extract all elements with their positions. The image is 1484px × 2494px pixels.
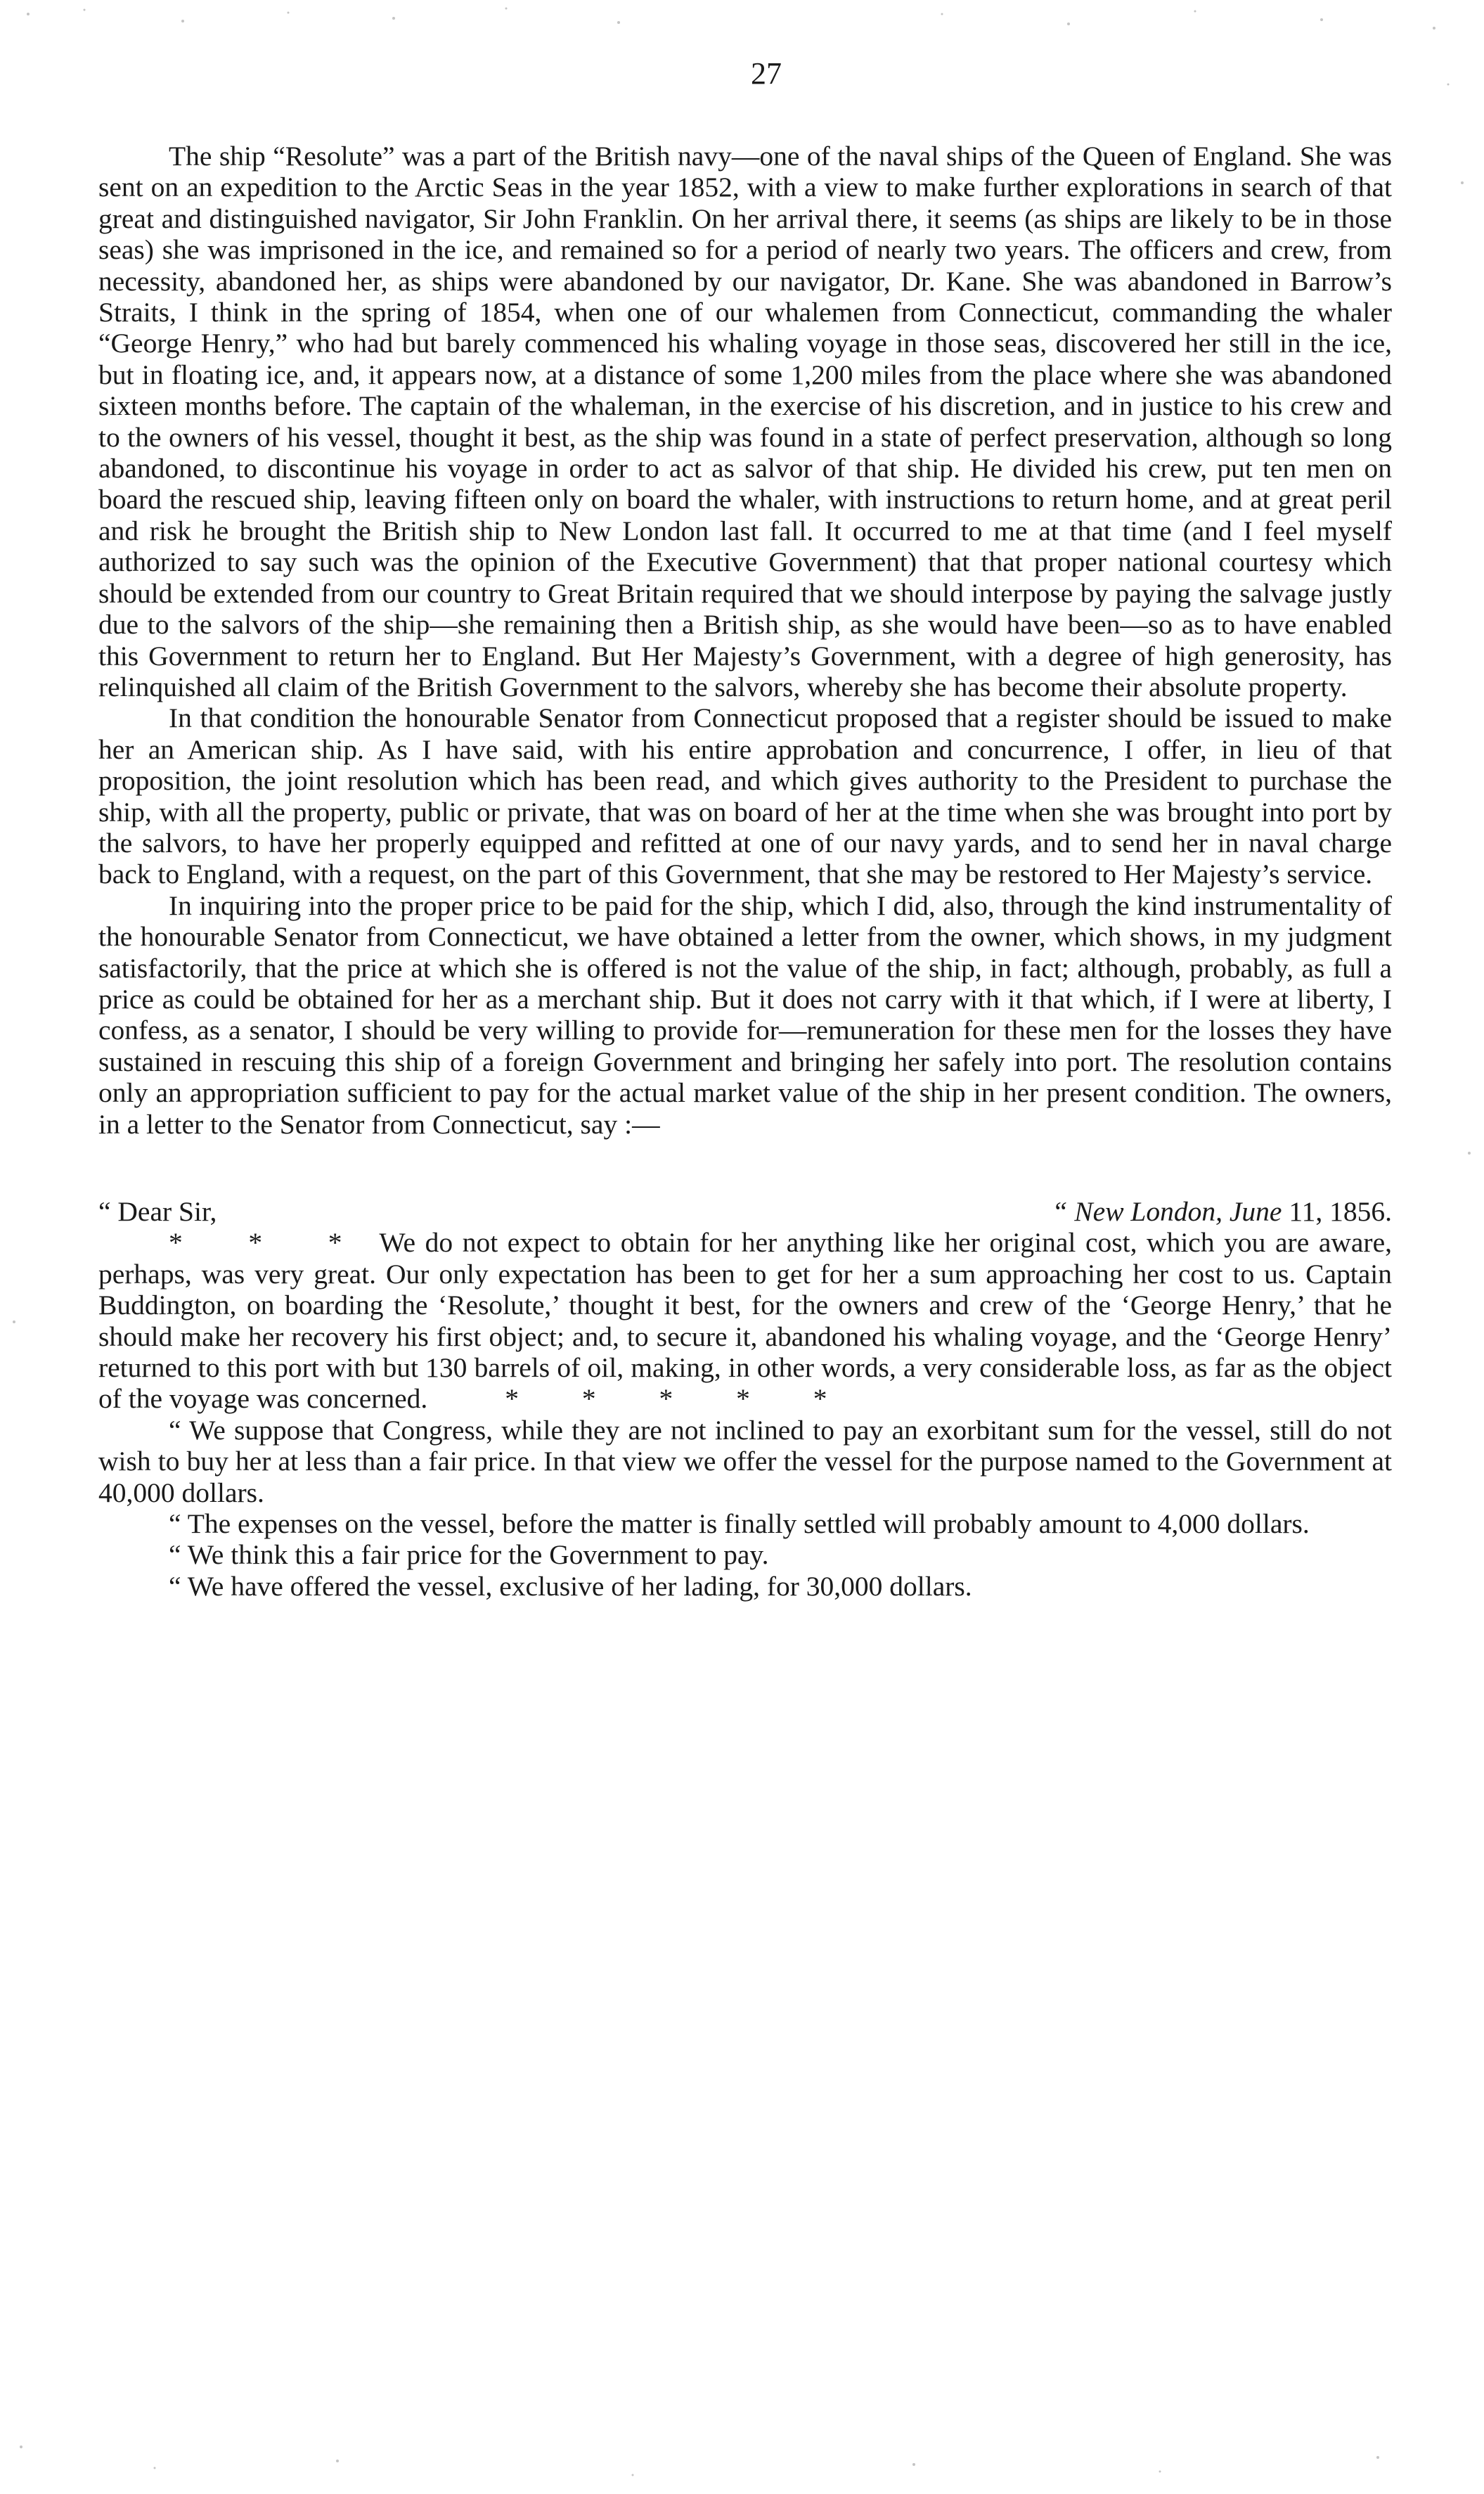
paragraph-resolute-history: The ship “Resolute” was a part of the British navy—one of the naval ships of the Queen of England. She was sent on an expedition to the Arctic Seas in the year 1852, with a view to make further explorations in search of that great and distinguished navigator, Sir John Franklin. On her arrival there, it seems (as ships are likely to be in those seas) she was imprisoned in the ice, and remained so for a period of nearly two years. The officers and crew, from necessity, abandoned her, as ships were abandoned by our navigator, Dr. Kane. She was abandoned in Barrow’s Straits, I think in the spring of 1854, when one of our whalemen from Connecticut, commanding the whaler “George Henry,” who had but barely commenced his whaling voyage in those seas, discovered her still in the ice, but in floating ice, and, it appears now, at a distance of some 1,200 miles from the place where she was abandoned sixteen months before. The captain of the whaleman, in the exercise of his discretion, and in justice to his crew and to the owners of his vessel, thought it best, as the ship was found in a state of perfect preservation, although so long abandoned, to discontinue his voyage in order to act as salvor of that ship. He divided his crew, put ten men on board the rescued ship, leaving fifteen only on board the whaler, with instructions to return home, and at great peril and risk he brought the British ship to New London last fall. It occurred to me at that time (and I feel myself authorized to say such was the opinion of the Executive Government) that that proper national courtesy which should be extended from our country to Great Britain required that we should interpose by paying the salvage justly due to the salvors of the ship—she remaining then a British ship, as she would have been—so as to have enabled this Government to return her to England. But Her Majesty’s Government, with a degree of high generosity, has relinquished all claim of the British Government to the salvors, whereby she has become their absolute property. (98, 141, 1392, 702)
letter-paragraph-congress: “ We suppose that Congress, while they are not inclined to pay an exorbitant sum for the vessel, still do not wish to buy her at less than a fair price. In that view we offer the vessel for the purpose named to the Government at 40,000 dollars. (98, 1414, 1392, 1508)
ellipsis-stars-close: * * * * * (505, 1383, 856, 1415)
paragraph-register-proposal: In that condition the honourable Senator from Connecticut proposed that a register should be issued to make her an American ship. As I have said, with his entire approbation and concurrence, I offer, in lieu of that proposition, the joint resolution which has been read, and which gives authority to the President to purchase the ship, with all the property, public or private, that was on board of her at the time when she was brought into port by the salvors, to have her properly equipped and refitted at one of our navy yards, and to send her in naval charge back to England, with a request, on the part of this Government, that she may be restored to Her Majesty’s service. (98, 702, 1392, 890)
paragraph-price-inquiry: In inquiring into the proper price to be paid for the ship, which I did, also, through the kind instrumentality of the honourable Senator from Connecticut, we have obtained a letter from the owner, which shows, in my judgment satisfactorily, that the price at which she is offered is not the value of the ship, in fact; although, probably, as full a price as could be obtained for her as a merchant ship. But it does not carry with it that which, if I were at liberty, I confess, as a senator, I should be very willing to provide for—remuneration for these men for the losses they have sustained in rescuing this ship of a foreign Government and bringing her safely into port. The resolution contains only an appropriation sufficient to pay for the actual market value of the ship in her present condition. The owners, in a letter to the Senator from Connecticut, say :— (98, 889, 1392, 1140)
ellipsis-stars: * * * (169, 1227, 370, 1259)
document-page (98, 49, 1392, 2454)
letter-paragraph-offer: “ We have offered the vessel, exclusive of her lading, for 30,000 dollars. (169, 1570, 972, 1602)
letter-salutation: “ Dear Sir, (98, 1196, 217, 1227)
page-number: 27 (751, 56, 782, 91)
letter-place-date: “ New London, June 11, 1856. (1052, 1196, 1392, 1227)
letter-paragraph-fair-price: “ We think this a fair price for the Government to pay. (169, 1539, 769, 1571)
letter-paragraph-expenses: “ The expenses on the vessel, before the matter is finally settled will probably amount to 4,000 dollars. (169, 1508, 1310, 1540)
letter-paragraph-first: * * * We do not expect to obtain for her anything like her original cost, which you are aware, perhaps, was very great. Our only expectation has been to get for her a sum approaching her cost to us. Captain Buddington, on boarding the ‘Resolute,’ thought it best, for the owners and crew of the ‘George Henry,’ that he should make her recovery his first object; and, to secure it, abandoned his whaling voyage, and the ‘George Henry’ returned to this port with but 130 barrels of oil, making, in other words, a very considerable loss, as far as the object of the voyage was concerned. * * * * * (98, 1227, 1392, 1415)
letter-heading (98, 1196, 1392, 1227)
